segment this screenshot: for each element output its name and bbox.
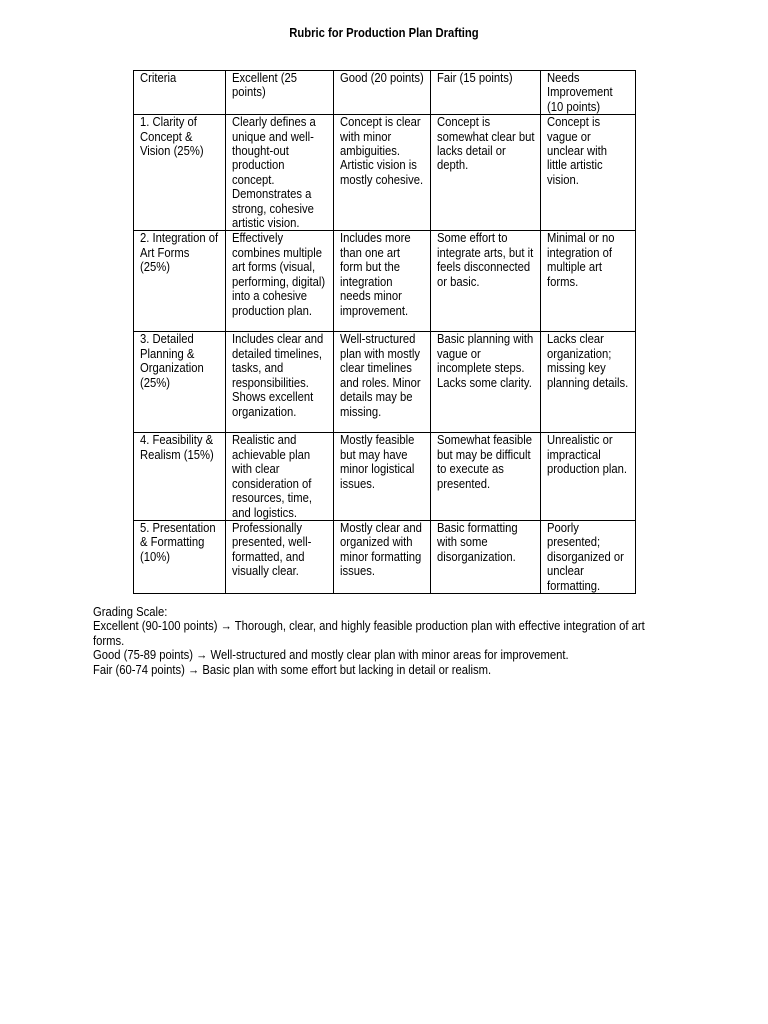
header-excellent: Excellent (25 points): [226, 71, 334, 115]
grading-scale-item-good: Good (75-89 points) → Well-structured and mostly clear plan with minor areas for improvement.: [93, 648, 569, 663]
cell-excellent: Realistic and achievable plan with clear consideration of resources, time, and logistics.: [226, 433, 334, 520]
cell-needs-improvement: Concept is vague or unclear with little artistic vision.: [541, 115, 636, 231]
grading-scale-item-fair: Fair (60-74 points) → Basic plan with some effort but lacking in detail or realism.: [93, 662, 492, 677]
cell-good: Mostly clear and organized with minor formatting issues.: [334, 520, 431, 593]
rubric-table: [133, 70, 636, 594]
grading-scale: [93, 605, 669, 677]
cell-good: Mostly feasible but may have minor logistical issues.: [334, 433, 431, 520]
grading-scale-heading: Grading Scale:: [93, 605, 168, 619]
cell-excellent: Professionally presented, well-formatted, and visually clear.: [226, 520, 334, 593]
table-row: [134, 115, 636, 231]
cell-excellent: Effectively combines multiple art forms (visual, performing, digital) into a cohesive production plan.: [226, 231, 334, 332]
table-header-row: [134, 71, 636, 115]
table-row: [134, 231, 636, 332]
cell-fair: Basic formatting with some disorganization.: [431, 520, 541, 593]
cell-criteria: 3. Detailed Planning & Organization (25%): [134, 332, 226, 433]
cell-criteria: 4. Feasibility & Realism (15%): [134, 433, 226, 520]
header-fair: Fair (15 points): [431, 71, 541, 115]
cell-needs-improvement: Unrealistic or impractical production plan.: [541, 433, 636, 520]
header-criteria: Criteria: [134, 71, 226, 115]
cell-excellent: Clearly defines a unique and well-thought-out production concept. Demonstrates a strong, cohesive artistic vision.: [226, 115, 334, 231]
cell-needs-improvement: Poorly presented; disorganized or unclear formatting.: [541, 520, 636, 593]
table-row: [134, 520, 636, 593]
cell-criteria: 2. Integration of Art Forms (25%): [134, 231, 226, 332]
cell-good: Concept is clear with minor ambiguities. Artistic vision is mostly cohesive.: [334, 115, 431, 231]
header-good: Good (20 points): [334, 71, 431, 115]
grading-scale-item-excellent: Excellent (90-100 points) → Thorough, clear, and highly feasible production plan with effective integration of art forms.: [93, 619, 645, 648]
header-needs-improvement: Needs Improvement (10 points): [541, 71, 636, 115]
table-row: [134, 433, 636, 520]
cell-good: Includes more than one art form but the integration needs minor improvement.: [334, 231, 431, 332]
cell-fair: Some effort to integrate arts, but it feels disconnected or basic.: [431, 231, 541, 332]
cell-good: Well-structured plan with mostly clear timelines and roles. Minor details may be missing.: [334, 332, 431, 433]
cell-excellent: Includes clear and detailed timelines, tasks, and responsibilities. Shows excellent organization.: [226, 332, 334, 433]
table-row: [134, 332, 636, 433]
cell-needs-improvement: Minimal or no integration of multiple art forms.: [541, 231, 636, 332]
cell-fair: Somewhat feasible but may be difficult to execute as presented.: [431, 433, 541, 520]
page-title: Rubric for Production Plan Drafting: [289, 26, 479, 40]
cell-criteria: 1. Clarity of Concept & Vision (25%): [134, 115, 226, 231]
cell-fair: Concept is somewhat clear but lacks detail or depth.: [431, 115, 541, 231]
cell-needs-improvement: Lacks clear organization; missing key planning details.: [541, 332, 636, 433]
cell-fair: Basic planning with vague or incomplete steps. Lacks some clarity.: [431, 332, 541, 433]
cell-criteria: 5. Presentation & Formatting (10%): [134, 520, 226, 593]
